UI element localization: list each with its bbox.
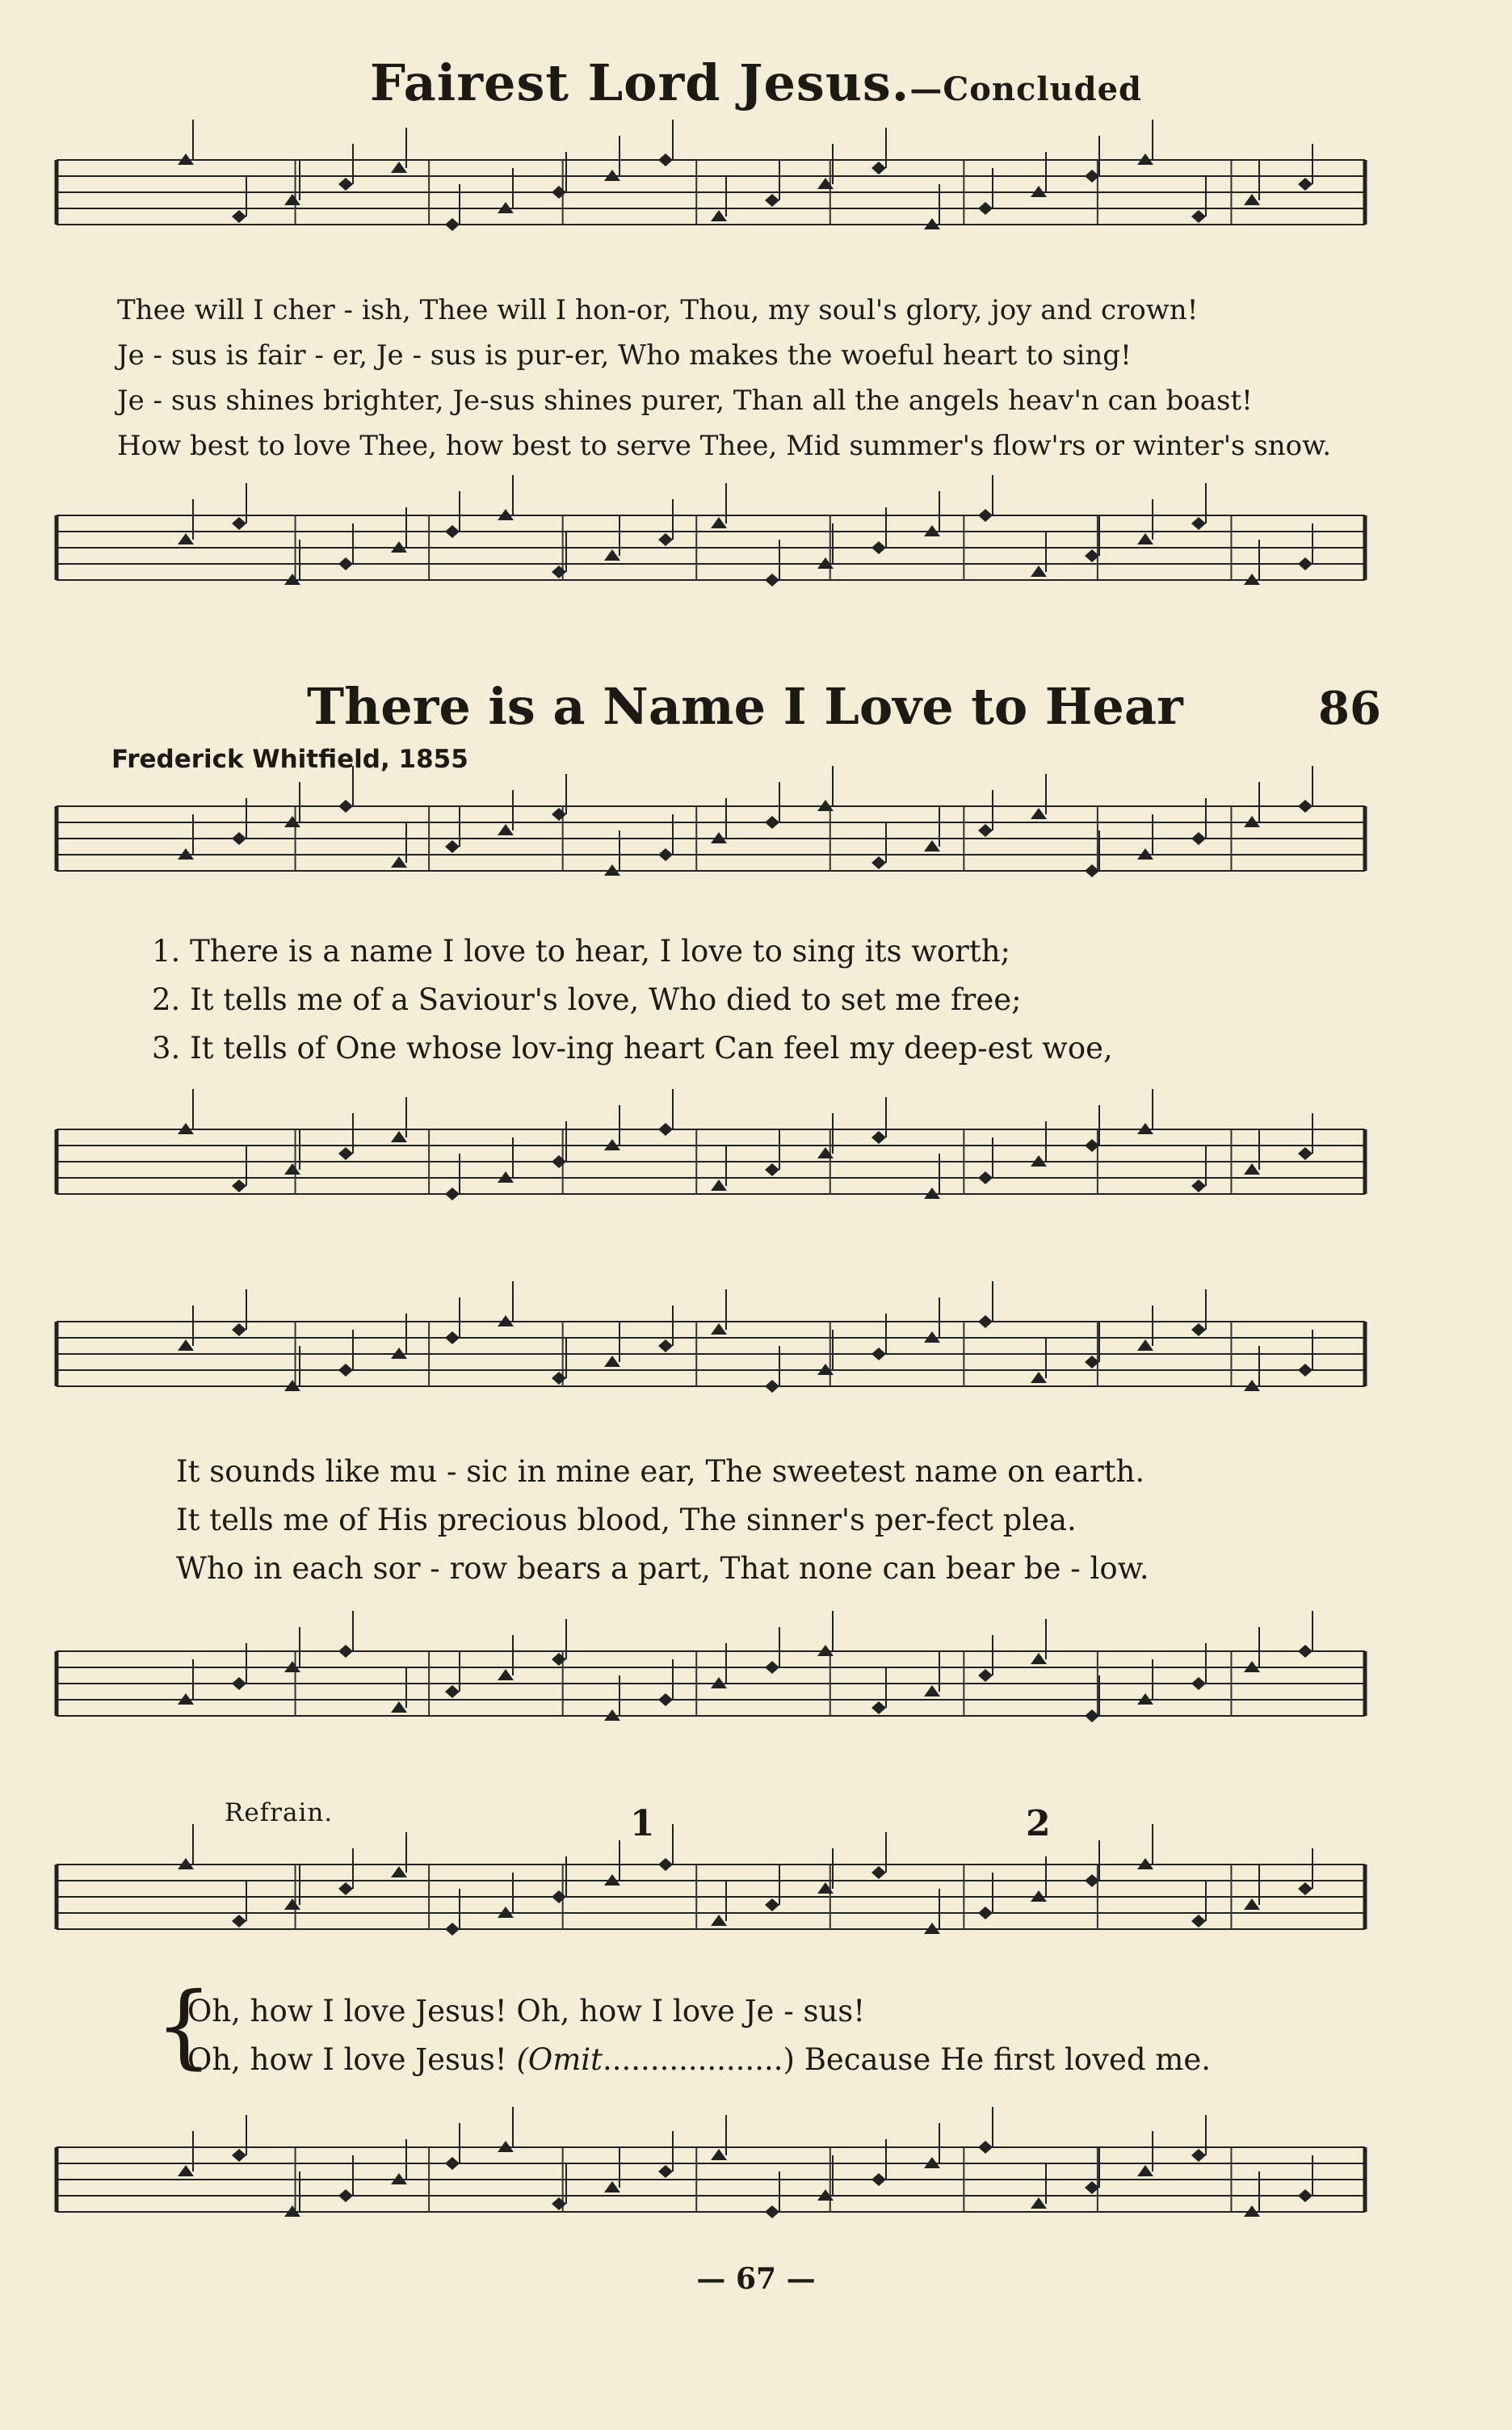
note-head [1244, 1898, 1260, 1910]
note-head [1137, 2165, 1153, 2176]
note-head [232, 1915, 246, 1928]
note-head [765, 2205, 779, 2218]
note-head [658, 533, 673, 546]
note-head [338, 1882, 353, 1895]
page-number: — 67 — [696, 2262, 816, 2296]
note-head [978, 824, 993, 837]
staff-bass-2 [0, 1115, 1512, 1228]
note-head [445, 218, 460, 231]
note-head [338, 178, 353, 191]
note-head [1191, 1677, 1206, 1690]
note-head [1031, 565, 1047, 577]
note-head [1298, 178, 1312, 191]
hymn-number: 86 [1318, 682, 1381, 735]
note-head [445, 840, 460, 853]
note-head [552, 808, 566, 821]
note-head [872, 1131, 886, 1144]
note-head [872, 856, 886, 869]
note-head [1298, 1147, 1312, 1160]
note-head [1298, 557, 1312, 570]
note-head [232, 1179, 246, 1192]
stanza-1-part-1: 1. There is a name I love to hear, I love to sing its worth; [152, 934, 1011, 969]
note-head [1191, 2149, 1206, 2162]
omit-dots: ...................) [603, 2042, 795, 2077]
hymn-title-fairest-lord-jesus [0, 53, 1512, 112]
staff-treble-2 [0, 792, 1512, 905]
note-head [817, 1882, 834, 1894]
note-head [232, 517, 246, 530]
note-head [658, 1339, 673, 1352]
note-head [284, 1898, 300, 1910]
note-head [1298, 1882, 1312, 1895]
note-head [232, 1677, 246, 1690]
refrain-line-1: Oh, how I love Jesus! Oh, how I love Je - sus! [187, 1994, 866, 2029]
note-head [711, 1323, 727, 1335]
note-head [552, 1372, 566, 1385]
stanza-3-part-1: 3. It tells of One whose lov-ing heart Can feel my deep-est woe, [152, 1031, 1113, 1066]
note-head [338, 557, 353, 570]
note-head [338, 1645, 353, 1658]
note-head [978, 1171, 993, 1184]
note-head [711, 1915, 727, 1926]
note-head [552, 186, 566, 199]
note-head [924, 840, 940, 851]
note-head [1298, 1645, 1312, 1658]
note-head [1298, 1364, 1312, 1377]
note-head [445, 1923, 460, 1936]
hymn-a-title: Fairest Lord Jesus. [369, 53, 910, 112]
note-head [232, 2149, 246, 2162]
note-head [1191, 517, 1206, 530]
note-head [658, 1693, 673, 1706]
note-head [552, 1155, 566, 1168]
note-head [765, 1661, 779, 1674]
staff-treble-4 [0, 1850, 1512, 1963]
note-head [391, 856, 407, 868]
staff-bass-1 [0, 501, 1512, 614]
note-head [552, 1890, 566, 1903]
note-head [711, 210, 727, 221]
note-head [1191, 1915, 1206, 1928]
note-head [817, 1147, 834, 1158]
stanza-1-part-2: It sounds like mu - sic in mine ear, The sweetest name on earth. [176, 1454, 1145, 1489]
note-head [391, 1131, 407, 1142]
note-head [658, 1858, 673, 1871]
note-head [178, 533, 194, 544]
note-head [552, 565, 566, 578]
note-head [284, 1163, 300, 1175]
note-head [817, 178, 834, 189]
note-head [1031, 1653, 1047, 1664]
note-head [978, 509, 993, 522]
note-head [178, 2165, 194, 2176]
refrain-line-2-end: Because He first loved me. [804, 2042, 1212, 2077]
note-head [872, 1347, 886, 1360]
note-head [872, 1701, 886, 1714]
note-head [658, 2165, 673, 2178]
note-head [1031, 1372, 1047, 1383]
note-head [445, 1685, 460, 1698]
note-head [765, 1163, 779, 1176]
note-head [924, 1685, 940, 1696]
ending-2-number: 2 [1026, 1803, 1051, 1844]
stanza-2-part-1: 2. It tells me of a Saviour's love, Who died to set me free; [152, 982, 1022, 1017]
note-head [445, 1188, 460, 1200]
refrain-line-2-text: Oh, how I love Jesus! [187, 2042, 507, 2077]
note-head [1191, 1323, 1206, 1336]
note-head [1137, 533, 1153, 544]
note-head [1031, 808, 1047, 819]
note-head [338, 1147, 353, 1160]
refrain-line-2 [187, 2042, 1211, 2077]
note-head [1191, 832, 1206, 845]
note-head [604, 549, 620, 561]
note-head [178, 1339, 194, 1351]
ending-1-number: 1 [630, 1803, 655, 1844]
note-head [445, 2157, 460, 2170]
note-head [658, 1123, 673, 1136]
note-head [872, 2173, 886, 2186]
note-head [872, 1866, 886, 1879]
note-head [232, 210, 246, 223]
note-head [338, 1364, 353, 1377]
note-head [711, 1179, 727, 1191]
note-head [1298, 800, 1312, 813]
note-head [765, 1898, 779, 1911]
verse-a-3: Je - sus shines brighter, Je-sus shines purer, Than all the angels heav'n can boast! [117, 385, 1253, 417]
stanza-2-part-2: It tells me of His precious blood, The sinner's per-fect plea. [176, 1503, 1077, 1537]
note-head [232, 1323, 246, 1336]
note-head [978, 202, 993, 215]
note-head [391, 1701, 407, 1713]
verse-a-2: Je - sus is fair - er, Je - sus is pur-er, Who makes the woeful heart to sing! [117, 339, 1132, 372]
note-head [1137, 1339, 1153, 1351]
hymn-author: Frederick Whitfield, 1855 [111, 745, 468, 774]
note-head [552, 2197, 566, 2210]
note-head [445, 525, 460, 538]
note-head [284, 194, 300, 205]
note-head [711, 517, 727, 528]
note-head [872, 162, 886, 174]
staff-treble-1 [0, 145, 1512, 259]
refrain-label: Refrain. [225, 1798, 334, 1827]
staff-bass-3 [0, 1637, 1512, 1750]
note-head [338, 2189, 353, 2202]
stanza-3-part-2: Who in each sor - row bears a part, That none can bear be - low. [176, 1551, 1149, 1586]
staff-treble-3 [0, 1307, 1512, 1420]
refrain-brace: { [155, 1974, 213, 2079]
staff-bass-4 [0, 2133, 1512, 2246]
note-head [978, 2141, 993, 2154]
note-head [658, 848, 673, 861]
note-head [872, 541, 886, 554]
note-head [765, 1380, 779, 1393]
note-head [604, 2181, 620, 2192]
note-head [604, 1356, 620, 1367]
note-head [552, 1653, 566, 1666]
note-head [391, 1866, 407, 1877]
note-head [1298, 2189, 1312, 2202]
note-head [978, 1669, 993, 1682]
note-head [978, 1315, 993, 1328]
hymn-title-there-is-a-name: There is a Name I Love to Hear [307, 677, 1183, 736]
note-head [658, 153, 673, 166]
note-head [765, 816, 779, 829]
note-head [765, 194, 779, 207]
hymn-a-title-suffix: —Concluded [909, 70, 1143, 108]
note-head [498, 1669, 514, 1680]
note-head [1244, 1163, 1260, 1175]
note-head [1244, 194, 1260, 205]
note-head [391, 162, 407, 173]
note-head [978, 1907, 993, 1919]
note-head [1191, 1179, 1206, 1192]
verse-a-1: Thee will I cher - ish, Thee will I hon-or, Thou, my soul's glory, joy and crown! [117, 294, 1199, 326]
omit-text: (Omit [516, 2042, 603, 2077]
verse-a-4: How best to love Thee, how best to serve Thee, Mid summer's flow'rs or winter's snow. [117, 430, 1332, 462]
note-head [445, 1331, 460, 1344]
note-head [498, 824, 514, 835]
note-head [232, 832, 246, 845]
note-head [765, 574, 779, 586]
note-head [338, 800, 353, 813]
note-head [711, 2149, 727, 2160]
note-head [1031, 2197, 1047, 2209]
note-head [1191, 210, 1206, 223]
